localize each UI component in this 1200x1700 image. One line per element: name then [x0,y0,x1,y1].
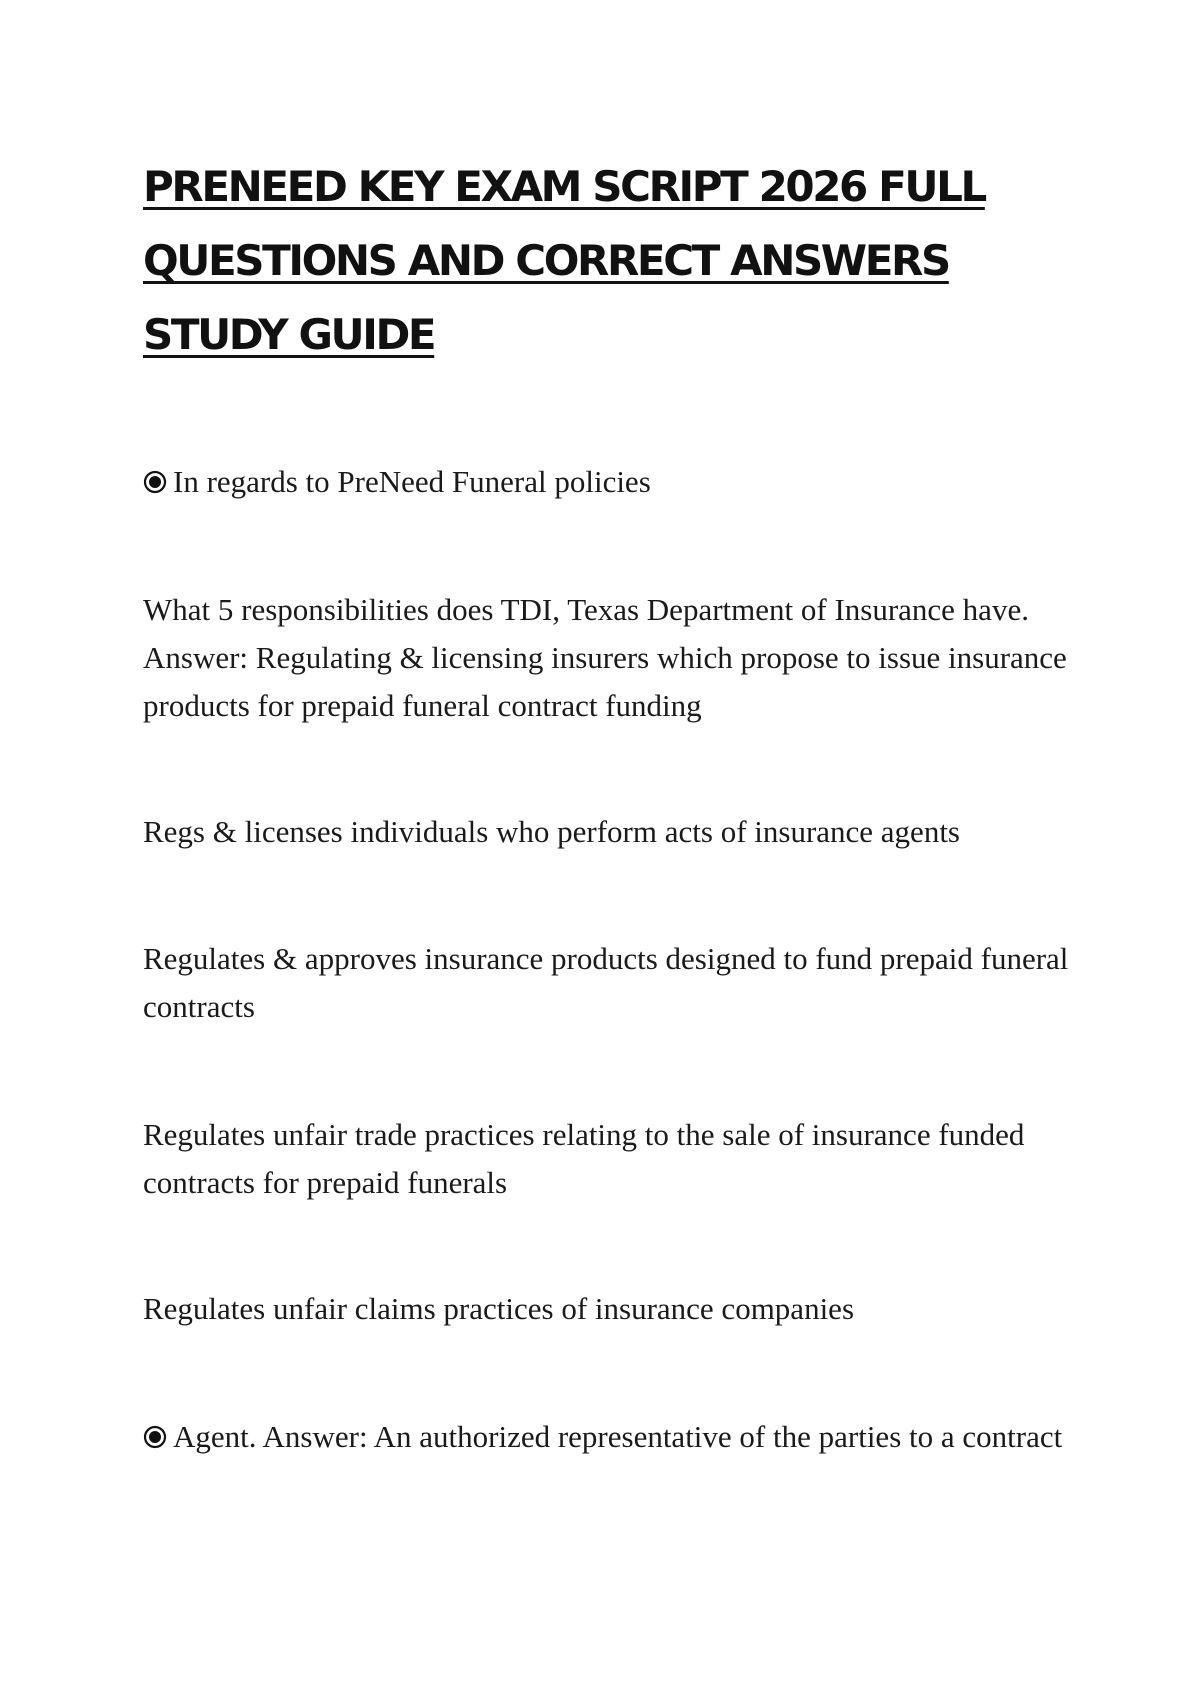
list-item [143,1285,1073,1333]
list-item [143,1111,1073,1207]
list-item-text: What 5 responsibilities does TDI, Texas Department of Insurance have. Answer: Regulating & licensing insurers which propose to issue insurance products for prepaid funeral contract funding [143,592,1067,723]
list-item-text: Regs & licenses individuals who perform acts of insurance agents [143,814,960,849]
list-item-text: Regulates unfair claims practices of insurance companies [143,1291,855,1326]
list-item-text: Regulates unfair trade practices relating to the sale of insurance funded contracts for prepaid funerals [143,1117,1025,1200]
document-title-text: PRENEED KEY EXAM SCRIPT 2026 FULL QUESTIONS AND CORRECT ANSWERS STUDY GUIDE [143,162,985,359]
document-title [143,150,1063,372]
radio-bullet-icon [143,470,167,494]
list-item [143,586,1073,730]
list-item-text: Regulates & approves insurance products designed to fund prepaid funeral contracts [143,941,1069,1024]
list-item-text: In regards to PreNeed Funeral policies [173,464,651,499]
list-item [143,458,1073,506]
list-item-text: Agent. Answer: An authorized representative of the parties to a contract [173,1419,1063,1454]
list-item [143,808,1073,856]
list-item [143,935,1073,1031]
list-item [143,1413,1073,1461]
radio-bullet-icon [143,1425,167,1449]
